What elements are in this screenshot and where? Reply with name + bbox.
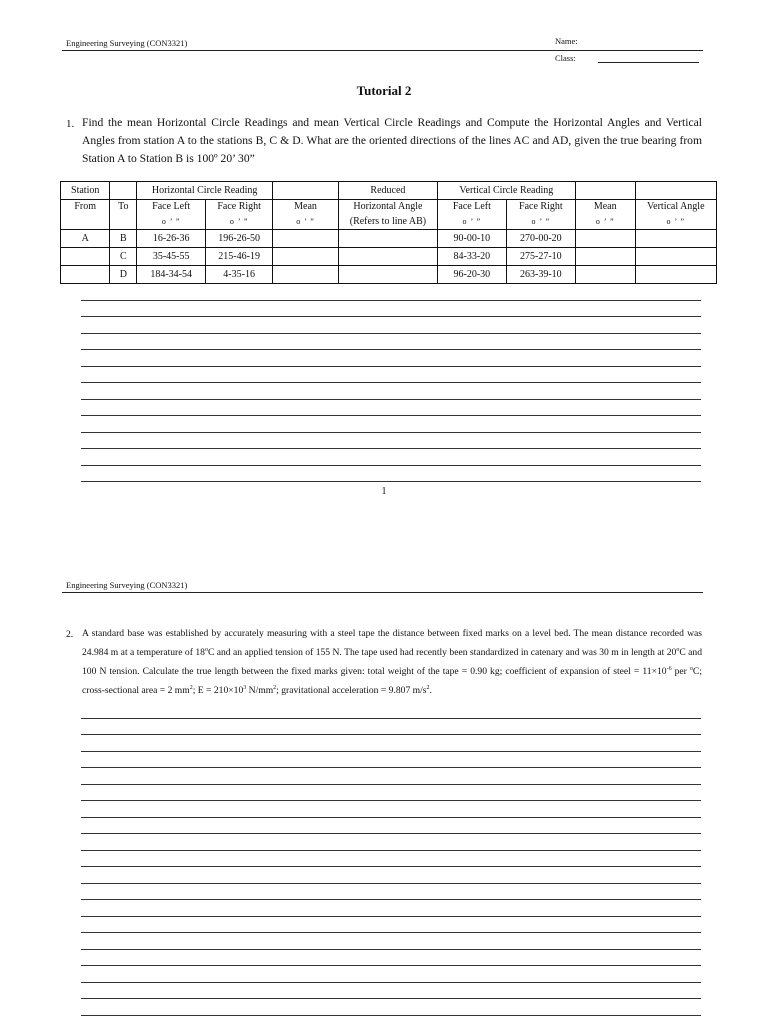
table-row xyxy=(61,248,717,266)
dms-unit: o ’ ” xyxy=(206,214,273,230)
v-face-right-cell: 263-39-10 xyxy=(506,266,575,284)
header-refers-to-ab: (Refers to line AB) xyxy=(339,214,438,230)
course-header: Engineering Surveying (CON3321) xyxy=(66,580,188,590)
question-1-text: Find the mean Horizontal Circle Readings and mean Vertical Circle Readings and Compute the Horizontal Angles and Vertical Angles from station A to the stations B, C & D. What are the oriented directions of the lines AC and AD, given the true bearing from Station A to Station B is 100º 20’ 30” xyxy=(82,116,702,165)
h-face-left-cell: 184-34-54 xyxy=(137,266,206,284)
from-cell xyxy=(61,248,110,266)
reduced-angle-cell[interactable] xyxy=(339,230,438,248)
v-mean-cell[interactable] xyxy=(575,248,635,266)
v-face-right-cell: 270-00-20 xyxy=(506,230,575,248)
name-label: Name: xyxy=(555,36,578,46)
h-mean-cell[interactable] xyxy=(273,248,339,266)
to-cell: D xyxy=(110,266,137,284)
vertical-angle-cell[interactable] xyxy=(635,248,716,266)
header-blank xyxy=(575,182,635,200)
h-face-left-cell: 35-45-55 xyxy=(137,248,206,266)
class-label: Class: xyxy=(555,53,576,63)
header-horizontal-angle: Horizontal Angle xyxy=(339,200,438,215)
dms-unit: o ’ ” xyxy=(635,214,716,230)
header-rule xyxy=(62,50,703,51)
header-blank xyxy=(635,182,716,200)
h-face-left-cell: 16-26-36 xyxy=(137,230,206,248)
from-cell: A xyxy=(61,230,110,248)
header-v-face-left: Face Left xyxy=(437,200,506,215)
table-row xyxy=(61,266,717,284)
page-number: 1 xyxy=(381,486,387,497)
header-from: From xyxy=(61,200,110,215)
observation-table xyxy=(60,181,717,284)
course-header: Engineering Surveying (CON3321) xyxy=(66,38,188,48)
h-face-right-cell: 196-26-50 xyxy=(206,230,273,248)
vertical-angle-cell[interactable] xyxy=(635,266,716,284)
header-face-left: Face Left xyxy=(137,200,206,215)
reduced-angle-cell[interactable] xyxy=(339,248,438,266)
header-mean: Mean xyxy=(273,200,339,215)
question-1-number: 1. xyxy=(66,118,75,130)
header-reduced: Reduced xyxy=(339,182,438,200)
v-mean-cell[interactable] xyxy=(575,230,635,248)
header-blank xyxy=(110,182,137,200)
v-face-left-cell: 84-33-20 xyxy=(437,248,506,266)
header-to: To xyxy=(110,200,137,215)
header-vertical-angle: Vertical Angle xyxy=(635,200,716,215)
to-cell: B xyxy=(110,230,137,248)
header-face-right: Face Right xyxy=(206,200,273,215)
h-mean-cell[interactable] xyxy=(273,230,339,248)
header-horizontal-circle-reading: Horizontal Circle Reading xyxy=(137,182,273,200)
class-field-line[interactable] xyxy=(598,62,699,63)
v-face-left-cell: 96-20-30 xyxy=(437,266,506,284)
dms-unit: o ’ ” xyxy=(273,214,339,230)
header-blank xyxy=(110,214,137,230)
h-face-right-cell: 215-46-19 xyxy=(206,248,273,266)
v-face-left-cell: 90-00-10 xyxy=(437,230,506,248)
h-face-right-cell: 4-35-16 xyxy=(206,266,273,284)
v-face-right-cell: 275-27-10 xyxy=(506,248,575,266)
question-2-text: A standard base was established by accurately measuring with a steel tape the distance between fixed marks on a level bed. The mean distance recorded was 24.984 m at a temperature of 18$^o$C and an applied tension of 155 N. The tape used had recently been standardized in catenary and was 30 m in length at 20$^o$C and 100 N tension. Calculate the true length between the fixed marks given: total weight of the tape = 0.90 kg; coefficient of expansion of steel = $11\times 10^{-6}$ per $^o$C; cross-sectional area = 2 $mm^2$; $E = 210\times 10^3$ $N/mm^2$; gravitational acceleration = 9.807 $m/s^2$. xyxy=(82,628,702,697)
to-cell: C xyxy=(110,248,137,266)
dms-unit: o ’ ” xyxy=(575,214,635,230)
header-blank xyxy=(273,182,339,200)
v-mean-cell[interactable] xyxy=(575,266,635,284)
h-mean-cell[interactable] xyxy=(273,266,339,284)
question-2-number: 2. xyxy=(66,629,74,640)
vertical-angle-cell[interactable] xyxy=(635,230,716,248)
header-v-face-right: Face Right xyxy=(506,200,575,215)
dms-unit: o ’ ” xyxy=(506,214,575,230)
header-station: Station xyxy=(61,182,110,200)
dms-unit: o ’ ” xyxy=(137,214,206,230)
header-rule xyxy=(62,592,703,593)
table-row xyxy=(61,230,717,248)
from-cell xyxy=(61,266,110,284)
header-vertical-circle-reading: Vertical Circle Reading xyxy=(437,182,575,200)
page-title: Tutorial 2 xyxy=(356,83,412,98)
header-v-mean: Mean xyxy=(575,200,635,215)
dms-unit: o ’ ” xyxy=(437,214,506,230)
header-blank xyxy=(61,214,110,230)
reduced-angle-cell[interactable] xyxy=(339,266,438,284)
